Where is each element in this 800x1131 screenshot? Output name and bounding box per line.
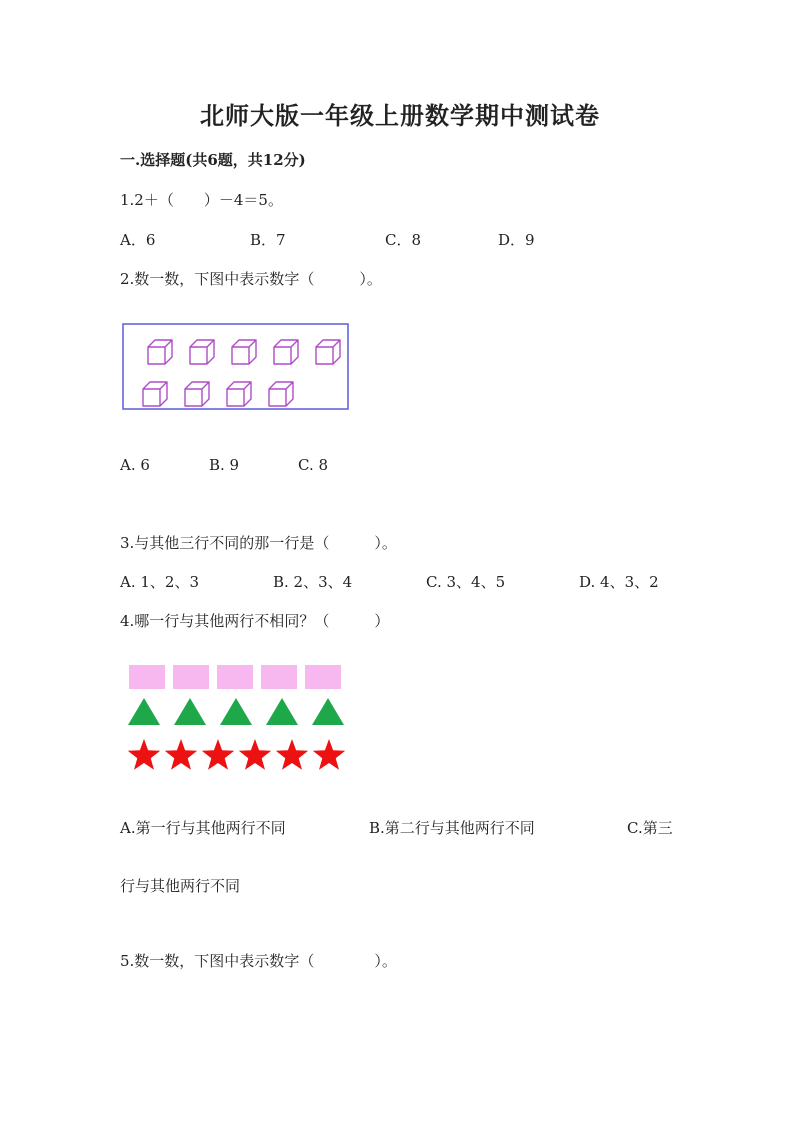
- cube-figure: [122, 323, 350, 411]
- cube-icon: [227, 382, 251, 406]
- shape-rows-figure: [120, 658, 360, 778]
- question-1-option-a: A．6: [120, 231, 156, 249]
- green-triangle-icon: [220, 698, 252, 725]
- question-4-option-c: C.第三: [627, 819, 673, 837]
- pink-rectangle-icon: [217, 665, 253, 689]
- question-4-option-a: A.第一行与其他两行不同: [120, 819, 286, 837]
- cube-icon: [232, 340, 256, 364]
- cube-icon: [185, 382, 209, 406]
- pink-rectangle-icon: [261, 665, 297, 689]
- red-star-icon: [276, 739, 308, 770]
- section-heading: 一.选择题(共6题，共12分): [120, 151, 306, 169]
- question-3-option-a: A. 1、2、3: [120, 573, 199, 591]
- red-star-icon: [128, 739, 160, 770]
- question-3-option-d: D. 4、3、2: [579, 573, 659, 591]
- cube-icon: [269, 382, 293, 406]
- cube-icon: [148, 340, 172, 364]
- green-triangle-icon: [266, 698, 298, 725]
- question-4-option-c-continued: 行与其他两行不同: [120, 877, 241, 895]
- question-3-option-b: B. 2、3、4: [273, 573, 353, 591]
- red-star-icon: [239, 739, 271, 770]
- cube-icon: [143, 382, 167, 406]
- pink-rectangle-icon: [129, 665, 165, 689]
- question-1-option-c: C．8: [385, 231, 422, 249]
- question-3-option-c: C. 3、4、5: [426, 573, 506, 591]
- question-1-option-b: B．7: [250, 231, 286, 249]
- red-star-icon: [313, 739, 345, 770]
- question-2-option-b: B. 9: [209, 456, 240, 474]
- question-4-option-b: B.第二行与其他两行不同: [369, 819, 535, 837]
- green-triangle-icon: [174, 698, 206, 725]
- cube-icon: [190, 340, 214, 364]
- question-2-stem: 2.数一数，下图中表示数字（ ）。: [120, 270, 382, 288]
- green-triangle-icon: [128, 698, 160, 725]
- question-4-stem: 4.哪一行与其他两行不相同？（ ）: [120, 612, 390, 630]
- cube-icon: [274, 340, 298, 364]
- cube-icon: [316, 340, 340, 364]
- page-title: 北师大版一年级上册数学期中测试卷: [200, 101, 600, 130]
- question-2-option-c: C. 8: [298, 456, 329, 474]
- red-star-icon: [202, 739, 234, 770]
- green-triangle-icon: [312, 698, 344, 725]
- question-3-stem: 3.与其他三行不同的那一行是（ ）。: [120, 534, 397, 552]
- question-1-stem: 1.2＋（ ）－4＝5。: [120, 191, 283, 209]
- question-5-stem: 5.数一数，下图中表示数字（ ）。: [120, 952, 397, 970]
- question-1-option-d: D．9: [498, 231, 535, 249]
- cube-figure-frame: [123, 324, 348, 409]
- pink-rectangle-icon: [305, 665, 341, 689]
- red-star-icon: [165, 739, 197, 770]
- question-2-option-a: A. 6: [120, 456, 150, 474]
- pink-rectangle-icon: [173, 665, 209, 689]
